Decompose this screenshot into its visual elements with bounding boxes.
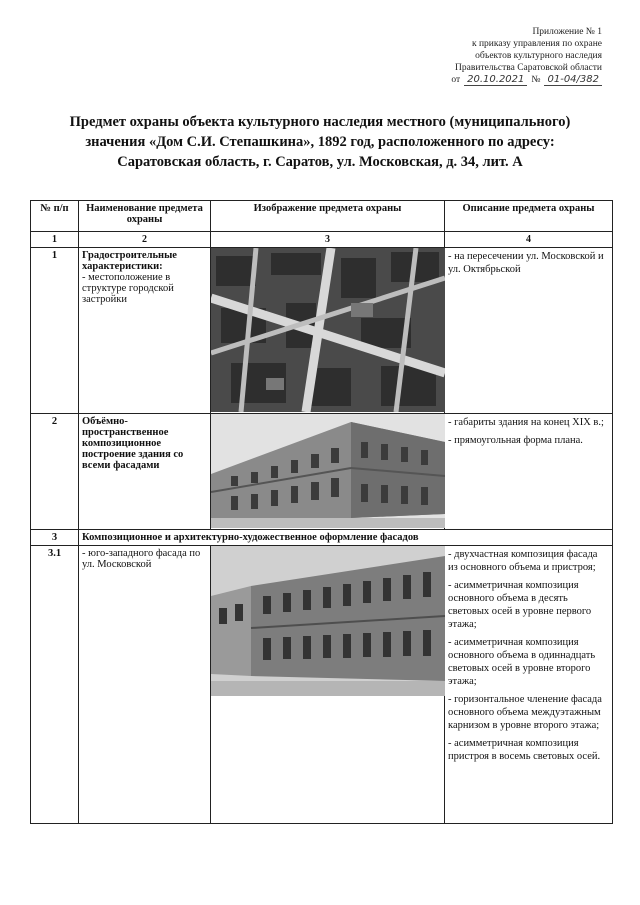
row-name (79, 414, 211, 530)
building-corner-photo (211, 414, 445, 530)
table-row (31, 248, 613, 414)
handwritten-number: 01-04/382 (544, 74, 602, 86)
row-description (445, 546, 613, 824)
from-label: от (451, 75, 461, 85)
header-name: Наименование предмета охраны (79, 201, 211, 232)
protection-subject-table (30, 200, 613, 824)
handwritten-date: 20.10.2021 (464, 74, 527, 86)
section-title: Композиционное и архитектурно-художественное оформление фасадов (79, 530, 613, 546)
column-number-row (31, 232, 613, 248)
column-number: 1 (31, 232, 79, 248)
column-number: 2 (79, 232, 211, 248)
appendix-line: к приказу управления по охране (471, 39, 602, 49)
description-item: - горизонтальное членение фасада основного объема междуэтажным карнизом в уровне второго этажа; (448, 694, 602, 731)
row-description (445, 248, 613, 414)
row-number: 1 (31, 248, 79, 414)
header-image: Изображение предмета охраны (211, 201, 445, 232)
building-photo-image (211, 414, 445, 528)
facade-photo (211, 546, 445, 824)
number-sign: № (531, 75, 541, 85)
row-number: 3.1 (31, 546, 79, 824)
aerial-photo-image (211, 248, 445, 412)
row-name-bold: Объёмно-пространственное композиционное построение здания со всеми фасадами (82, 416, 184, 471)
description-item: - асимметричная композиция основного объема в одиннадцать световых осей в уровне второго этажа; (448, 637, 596, 687)
description-item: - двухчастная композиция фасада из основного объема и пристроя; (448, 549, 598, 573)
description-item: - асимметричная композиция основного объема в десять световых осей в уровне первого этажа; (448, 580, 592, 630)
description-item: - асимметричная композиция пристроя в восемь световых осей. (448, 738, 601, 762)
section-row (31, 530, 613, 546)
appendix-date-line (402, 74, 602, 86)
header-description: Описание предмета охраны (445, 201, 613, 232)
row-number: 3 (31, 530, 79, 546)
row-number: 2 (31, 414, 79, 530)
appendix-line: Правительства Саратовской области (455, 63, 602, 73)
column-number: 4 (445, 232, 613, 248)
row-name-text: - местоположение в структуре городской застройки (82, 272, 174, 305)
header-num: № п/п (31, 201, 79, 232)
row-description (445, 414, 613, 530)
description-item: - габариты здания на конец XIX в.; (448, 417, 604, 428)
description-item: - прямоугольная форма плана. (448, 435, 583, 446)
facade-photo-image (211, 546, 445, 696)
row-name (79, 546, 211, 824)
table-header-row (31, 201, 613, 232)
appendix-block (402, 26, 602, 86)
document-title: Предмет охраны объекта культурного наследия местного (муниципального) значения «Дом С.И. Степашкина», 1892 год, расположенного по адресу: Саратовская область, г. Саратов, ул. Московская, д. 34, лит. А (69, 114, 571, 170)
column-number: 3 (211, 232, 445, 248)
appendix-line: объектов культурного наследия (475, 51, 602, 61)
appendix-line: Приложение № 1 (532, 27, 602, 37)
aerial-map-photo (211, 248, 445, 414)
row-name (79, 248, 211, 414)
row-name-text: - юго-западного фасада по ул. Московской (82, 548, 201, 570)
table-row (31, 414, 613, 530)
row-name-bold: Градостроительные характеристики: (82, 250, 177, 272)
table-row (31, 546, 613, 824)
description-item: - на пересечении ул. Московской и ул. Октябрьской (448, 251, 604, 275)
